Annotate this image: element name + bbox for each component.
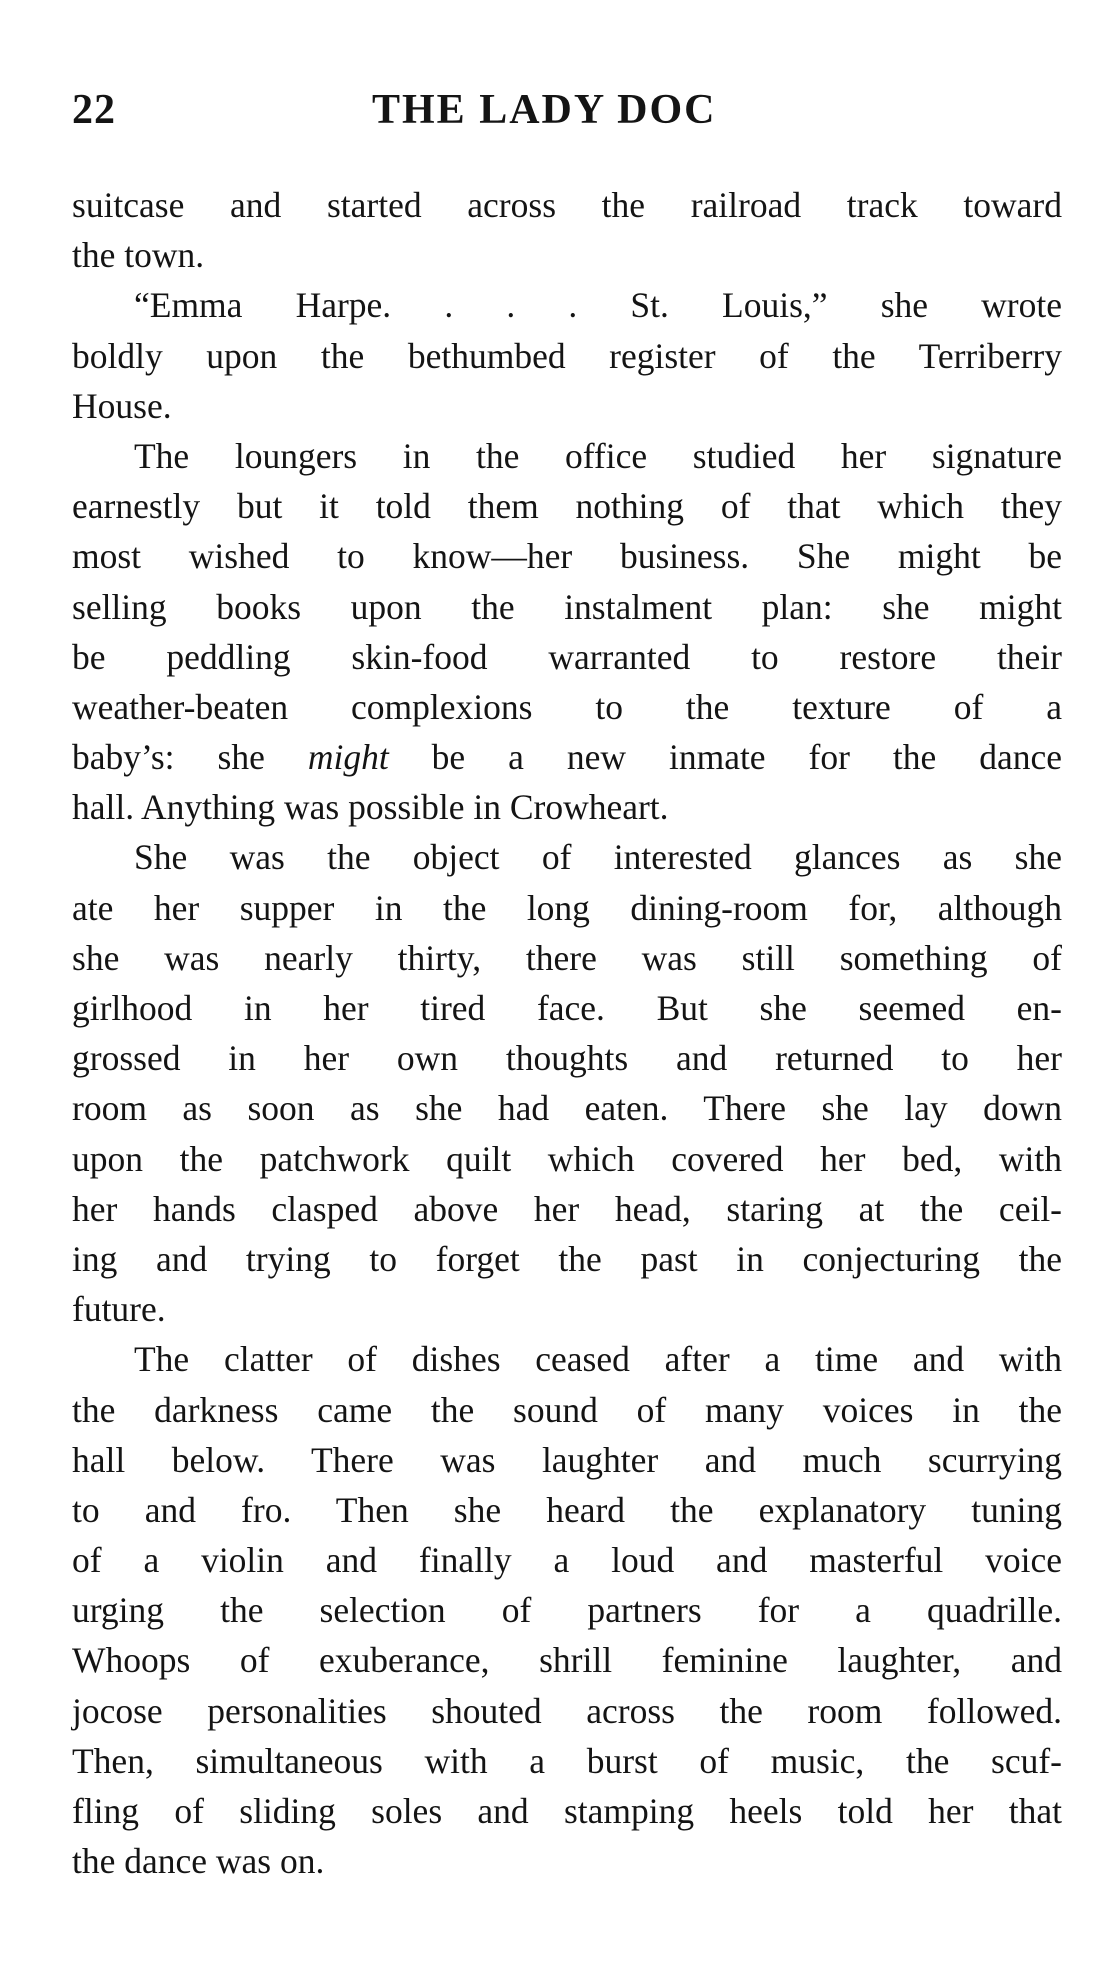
- text-line: most wished to know—her business. She might be: [72, 536, 1062, 577]
- text-line: girlhood in her tired face. But she seemed en-: [72, 988, 1062, 1028]
- text-line: earnestly but it told them nothing of that which they: [72, 486, 1062, 527]
- page-header: [72, 86, 1062, 146]
- text-line: Whoops of exuberance, shrill feminine laughter, and: [72, 1640, 1062, 1681]
- text-line: She was the object of interested glances as she: [134, 837, 1062, 878]
- body-text: [72, 180, 1062, 1886]
- text-line: “Emma Harpe. . . . St. Louis,” she wrote: [134, 285, 1062, 326]
- text-line: hall below. There was laughter and much scurrying: [72, 1439, 1062, 1480]
- text-segment: be a new inmate for the dance: [388, 737, 1062, 778]
- running-head: THE LADY DOC: [372, 87, 717, 133]
- text-line: selling books upon the instalment plan: she might: [72, 586, 1062, 627]
- text-line: Then, simultaneous with a burst of music, the scuf-: [72, 1740, 1062, 1781]
- text-line: suitcase and started across the railroad track toward: [72, 185, 1062, 225]
- italic-word: might: [307, 737, 389, 778]
- text-line: the town.: [72, 235, 205, 276]
- text-line: jocose personalities shouted across the room followed.: [72, 1690, 1062, 1731]
- text-segment: baby’s: she: [72, 737, 308, 778]
- text-line: ing and trying to forget the past in conjecturing the: [72, 1238, 1062, 1279]
- text-line: the darkness came the sound of many voices in the: [72, 1389, 1062, 1430]
- text-line: [72, 732, 1062, 782]
- text-line: upon the patchwork quilt which covered her bed, with: [72, 1138, 1062, 1179]
- text-line: weather-beaten complexions to the texture of a: [72, 686, 1062, 727]
- text-line: boldly upon the bethumbed register of the Terriberry: [72, 335, 1062, 376]
- text-line: grossed in her own thoughts and returned to her: [72, 1038, 1062, 1079]
- text-line: room as soon as she had eaten. There she lay down: [72, 1088, 1062, 1129]
- text-line: House.: [72, 385, 172, 426]
- text-line: to and fro. Then she heard the explanatory tuning: [72, 1489, 1062, 1530]
- page-number: 22: [72, 87, 116, 133]
- text-line: she was nearly thirty, there was still something of: [72, 937, 1062, 978]
- text-line: The clatter of dishes ceased after a time and with: [134, 1339, 1062, 1380]
- text-line: of a violin and finally a loud and masterful voice: [72, 1540, 1062, 1581]
- text-line: be peddling skin-food warranted to restore their: [72, 636, 1062, 677]
- text-line: fling of sliding soles and stamping heels told her that: [72, 1791, 1062, 1831]
- text-line: ate her supper in the long dining-room for, although: [72, 887, 1062, 928]
- text-line: the dance was on.: [72, 1841, 325, 1882]
- text-line: hall. Anything was possible in Crowheart.: [72, 787, 669, 828]
- text-line: future.: [72, 1289, 166, 1330]
- text-line: urging the selection of partners for a quadrille.: [72, 1590, 1062, 1631]
- text-line: The loungers in the office studied her signature: [134, 435, 1062, 476]
- text-line: her hands clasped above her head, staring at the ceil-: [72, 1188, 1062, 1229]
